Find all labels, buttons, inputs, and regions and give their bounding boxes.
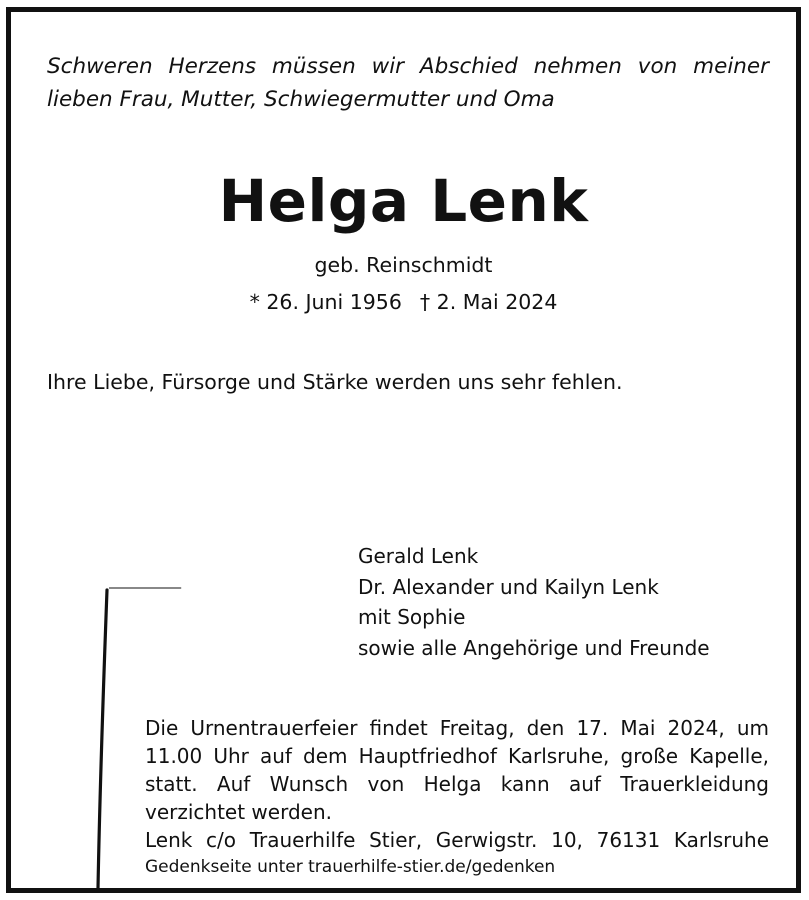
tribute-text: Ihre Liebe, Fürsorge und Stärke werden uns sehr fehlen. [47, 370, 623, 394]
mourner-line: Gerald Lenk [358, 544, 479, 568]
intro-text: Schweren Herzens müssen wir Abschied nehmen von meiner lieben Frau, Mutter, Schwiegermutter und Oma [47, 54, 769, 112]
ceremony-info: Die Urnentrauerfeier findet Freitag, den 17. Mai 2024, um 11.00 Uhr auf dem Hauptfriedhof Karlsruhe, große Kapelle, statt. Auf Wunsch von Helga kann auf Trauerkleidung verzichtet werden. [145, 716, 769, 824]
life-dates [11, 288, 796, 316]
deceased-name: Helga Lenk [218, 167, 589, 235]
birth-name: geb. Reinschmidt [314, 253, 493, 277]
birth-date: * 26. Juni 1956 [249, 290, 402, 314]
obituary-notice [6, 7, 801, 893]
mourner-line: sowie alle Angehörige und Freunde [358, 635, 710, 660]
mourner-line: mit Sophie [358, 605, 466, 629]
mourners-list [358, 541, 710, 663]
mourner-line: Dr. Alexander und Kailyn Lenk [358, 574, 659, 599]
contact-address: Lenk c/o Trauerhilfe Stier, Gerwigstr. 10, 76131 Karlsruhe [145, 828, 769, 852]
memorial-website: Gedenkseite unter trauerhilfe-stier.de/gedenken [145, 857, 556, 877]
death-date: † 2. Mai 2024 [419, 290, 558, 314]
